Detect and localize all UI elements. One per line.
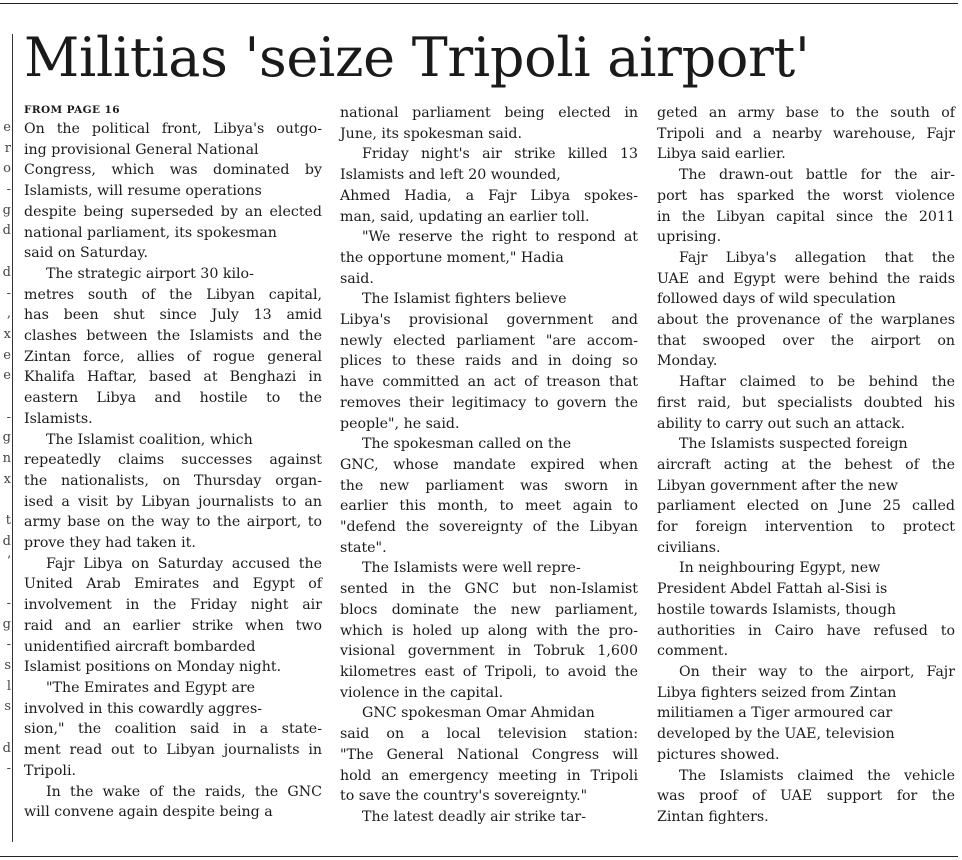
article-line: involved in this cowardly aggres-	[24, 700, 263, 717]
article-line: the nationalists, on Thursday organ-	[24, 472, 322, 489]
article-line: In neighbouring Egypt, new	[679, 560, 881, 577]
article-line: Zintan fighters.	[657, 808, 769, 825]
article-line: authorities in Cairo have refused to	[657, 622, 955, 639]
article-line: June, its spokesman said.	[340, 125, 523, 142]
article-line: Zintan force, allies of rogue general	[24, 348, 322, 365]
article-line: has been shut since July 13 amid	[24, 307, 322, 324]
column-divider	[12, 34, 13, 842]
edge-fragment: n	[2, 451, 11, 466]
article-line: The Islamists were well repre-	[362, 560, 581, 577]
article-line: developed by the UAE, television	[657, 726, 895, 743]
article-line: ing provisional General National	[24, 141, 259, 158]
article-line: removes their legitimacy to govern the	[340, 394, 638, 411]
article-line: President Abdel Fattah al-Sisi is	[657, 581, 888, 598]
article-line: On their way to the airport, Fajr	[679, 663, 955, 680]
article-column-3	[657, 103, 955, 828]
article-line: Libya's provisional government and	[340, 312, 638, 329]
article-line: involvement in the Friday night air	[24, 597, 322, 614]
article-column-1	[24, 103, 322, 823]
article-line: clashes between the Islamists and the	[24, 328, 322, 345]
article-line: violence in the capital.	[340, 684, 504, 701]
article-line: The drawn-out battle for the air-	[679, 167, 955, 184]
article-line: The Islamist fighters believe	[362, 291, 567, 308]
article-line: Tripoli.	[24, 762, 76, 779]
article-line: In the wake of the raids, the GNC	[46, 783, 322, 800]
article-line: Fajr Libya on Saturday accused the	[46, 555, 322, 572]
adjacent-column-edge	[0, 118, 11, 780]
article-line: civilians.	[657, 539, 721, 556]
edge-fragment: s	[4, 657, 11, 673]
edge-fragment: d	[2, 533, 11, 549]
article-line: newly elected parliament "are accom-	[340, 332, 638, 349]
edge-fragment: -	[6, 409, 11, 425]
article-line: to save the country's sovereignty."	[340, 788, 588, 805]
article-line: said on Saturday.	[24, 245, 149, 262]
article-column-2	[340, 103, 638, 828]
article-line: said.	[340, 270, 374, 287]
edge-fragment	[0, 718, 11, 739]
edge-fragment: o	[3, 161, 11, 177]
edge-fragment: d	[2, 264, 11, 280]
article-line: despite being superseded by an elected	[24, 203, 322, 220]
edge-fragment: l	[6, 678, 11, 694]
edge-fragment	[0, 573, 11, 594]
article-line: ability to carry out such an attack.	[657, 415, 906, 432]
article-line: visional government in Tobruk 1,600	[340, 643, 638, 660]
edge-fragment: e	[3, 120, 11, 135]
article-line: prove they had taken it.	[24, 535, 196, 552]
article-line: was proof of UAE support for the	[657, 788, 955, 805]
article-line: hold an emergency meeting in Tripoli	[340, 767, 638, 784]
article-line: unidentified aircraft bombarded	[24, 638, 256, 655]
edge-fragment: x	[3, 326, 11, 342]
edge-fragment: g	[2, 616, 11, 632]
edge-fragment: x	[3, 471, 11, 487]
edge-fragment: -	[6, 182, 11, 198]
article-line: said on a local television station:	[340, 726, 638, 743]
article-line: people", he said.	[340, 415, 460, 432]
article-line: repeatedly claims successes against	[24, 452, 322, 469]
article-line: the opportune moment," Hadia	[340, 249, 564, 266]
edge-fragment: r	[4, 140, 11, 156]
article-line: ment read out to Libyan journalists in	[24, 742, 322, 759]
article-line: Khalifa Haftar, based at Benghazi in	[24, 369, 322, 386]
article-line: The strategic airport 30 kilo-	[46, 265, 254, 282]
edge-fragment: t	[5, 513, 11, 529]
article-line: Islamists and left 20 wounded,	[340, 167, 561, 184]
article-line: militiamen a Tiger armoured car	[657, 705, 893, 722]
edge-fragment: ’	[6, 554, 11, 570]
article-line: The latest deadly air strike tar-	[362, 808, 587, 825]
article-line: "The General National Congress will	[340, 746, 638, 763]
article-line: aircraft acting at the behest of the	[657, 456, 955, 473]
article-line: the new parliament was sworn in	[340, 477, 638, 494]
article-line: Tripoli and a nearby warehouse, Fajr	[657, 125, 955, 142]
edge-fragment	[0, 387, 11, 408]
article-line: United Arab Emirates and Egypt of	[24, 576, 322, 593]
article-line: hostile towards Islamists, though	[657, 601, 897, 618]
article-line: Haftar claimed to be behind the	[679, 374, 955, 391]
article-line: Fajr Libya's allegation that the	[679, 249, 955, 266]
edge-fragment: -	[6, 595, 11, 611]
article-line: metres south of the Libyan capital,	[24, 286, 322, 303]
bottom-rule	[0, 856, 958, 857]
article-line: man, said, updating an earlier toll.	[340, 208, 590, 225]
article-line: "defend the sovereignty of the Libyan	[340, 519, 638, 536]
article-line: "The Emirates and Egypt are	[46, 679, 256, 696]
article-line: "We reserve the right to respond at	[362, 229, 638, 246]
article-line: ised a visit by Libyan journalists to an	[24, 493, 322, 510]
article-line: port has sparked the worst violence	[657, 187, 955, 204]
edge-fragment: d	[2, 740, 11, 756]
article-line: which is holed up along with the pro-	[340, 622, 638, 639]
article-line: have committed an act of treason that	[340, 374, 638, 391]
article-line: kilometres east of Tripoli, to avoid the	[340, 663, 638, 680]
article-line: comment.	[657, 643, 729, 660]
article-line: Monday.	[657, 353, 718, 370]
article-line: Libya fighters seized from Zintan	[657, 684, 897, 701]
article-line: Libya said earlier.	[657, 146, 786, 163]
article-line: raid and an earlier strike when two	[24, 617, 322, 634]
article-line: in the Libyan capital since the 2011	[657, 208, 955, 225]
article-line: earlier this month, to meet again to	[340, 498, 638, 515]
edge-fragment: -	[6, 761, 11, 777]
article-line: The spokesman called on the	[362, 436, 572, 453]
edge-fragment: e	[3, 347, 11, 363]
article-line: eastern Libya and hostile to the	[24, 390, 322, 407]
article-line: pictures showed.	[657, 746, 780, 763]
edge-fragment: -	[6, 637, 11, 653]
edge-fragment: ,	[6, 306, 11, 322]
from-page-label: FROM PAGE 16	[24, 104, 120, 116]
edge-fragment: d	[2, 223, 11, 239]
edge-fragment: g	[2, 202, 11, 218]
article-line: sented in the GNC but non-Islamist	[340, 581, 638, 598]
article-line: On the political front, Libya's outgo-	[24, 121, 322, 137]
article-line: plices to these raids and in doing so	[340, 353, 638, 370]
article-line: for foreign intervention to protect	[657, 519, 955, 536]
article-line: uprising.	[657, 229, 722, 246]
edge-fragment: s	[4, 699, 11, 715]
article-line: army base on the way to the airport, to	[24, 514, 322, 531]
top-rule	[0, 3, 958, 4]
edge-fragment	[0, 242, 11, 263]
article-line: blocs dominate the new parliament,	[340, 601, 638, 618]
article-line: GNC spokesman Omar Ahmidan	[362, 705, 595, 722]
article-line: The Islamist coalition, which	[46, 431, 253, 448]
article-line: will convene again despite being a	[24, 804, 273, 821]
article-line: Ahmed Hadia, a Fajr Libya spokes-	[340, 187, 638, 204]
edge-fragment	[0, 490, 11, 511]
headline: Militias 'seize Tripoli airport'	[24, 26, 810, 89]
article-line: Islamists, will resume operations	[24, 183, 262, 200]
article-line: followed days of wild speculation	[657, 291, 896, 308]
article-line: national parliament, its spokesman	[24, 224, 277, 241]
article-line: national parliament being elected in	[340, 105, 638, 121]
article-line: Friday night's air strike killed 13	[362, 146, 638, 163]
edge-fragment: e	[3, 368, 11, 384]
article-line: about the provenance of the warplanes	[657, 312, 955, 329]
article-line: parliament elected on June 25 called	[657, 498, 955, 515]
article-line: geted an army base to the south of	[657, 105, 955, 121]
article-line: Libyan government after the new	[657, 477, 898, 494]
article-line: UAE and Egypt were behind the raids	[657, 270, 955, 287]
article-line: The Islamists suspected foreign	[679, 436, 908, 453]
article-line: that swooped over the airport on	[657, 332, 955, 349]
article-line: state".	[340, 539, 387, 556]
article-line: first raid, but specialists doubted his	[657, 394, 955, 411]
article-line: The Islamists claimed the vehicle	[679, 767, 955, 784]
edge-fragment: g	[2, 430, 11, 446]
article-line: sion," the coalition said in a state-	[24, 721, 322, 738]
article-line: Congress, which was dominated by	[24, 162, 322, 179]
article-line: Islamist positions on Monday night.	[24, 659, 282, 676]
edge-fragment: -	[6, 285, 11, 301]
article-line: GNC, whose mandate expired when	[340, 456, 638, 473]
article-line: Islamists.	[24, 410, 93, 427]
